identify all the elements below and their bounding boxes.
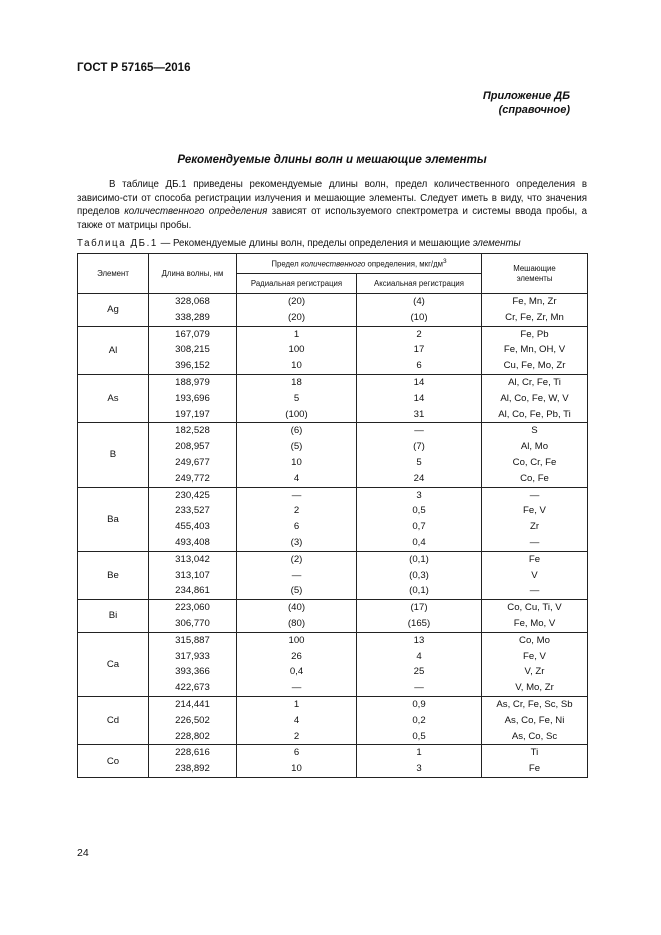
wavelength-cell-value: 306,770 — [175, 617, 210, 629]
interfering-cell-value: Co, Fe — [520, 472, 549, 484]
axial-cell-value: 24 — [413, 472, 425, 484]
wavelength-cell-value: 233,527 — [175, 505, 210, 517]
radial-cell — [237, 374, 357, 422]
interfering-cell-value: Ti — [530, 747, 539, 759]
header-wavelength: Длина волны, нм — [149, 254, 237, 294]
interfering-cell-value: Fe — [528, 763, 541, 775]
interfering-cell-value: As, Co, Sc — [511, 730, 558, 742]
interfering-cell-value: Fe, Pb — [520, 328, 549, 340]
wavelength-cell — [149, 326, 237, 374]
axial-cell-value: 0,2 — [412, 714, 426, 726]
wavelength-cell-value: 238,892 — [175, 763, 210, 775]
axial-cell — [357, 294, 482, 327]
wavelength-cell-value: 228,616 — [175, 747, 210, 759]
axial-cell — [357, 745, 482, 778]
axial-cell-value: 3 — [416, 489, 422, 501]
wavelength-cell-value: 228,802 — [175, 730, 210, 742]
wavelength-cell — [149, 632, 237, 696]
radial-cell-value: (20) — [287, 311, 306, 323]
wavelength-cell — [149, 294, 237, 327]
radial-cell-value: 100 — [288, 634, 305, 646]
interfering-cell-value: Fe, Mn, Zr — [512, 296, 557, 307]
axial-cell-value: 1 — [416, 747, 422, 759]
axial-cell-value: 0,9 — [412, 698, 426, 710]
table-body — [78, 294, 588, 778]
table-row — [78, 374, 588, 422]
paragraph-text-2: зависят от используемого спектрометра и системы ввода пробы, а также от матрицы пробы. — [77, 206, 587, 231]
axial-cell-value: 31 — [413, 408, 425, 420]
wavelength-cell-value: 313,042 — [175, 553, 210, 565]
wavelength-cell-value: 182,528 — [175, 425, 210, 437]
axial-cell-value: 13 — [413, 634, 425, 646]
interfering-cell-value: As, Cr, Fe, Sc, Sb — [496, 698, 573, 710]
radial-cell-value: (80) — [287, 617, 306, 629]
radial-cell — [237, 294, 357, 327]
table-row — [78, 600, 588, 633]
wavelength-cell-value: 313,107 — [175, 569, 210, 581]
element-cell: Ba — [78, 487, 149, 551]
wavelength-table — [77, 253, 588, 778]
interfering-cell-value: V, Mo, Zr — [515, 682, 554, 694]
interfering-cell-value: As, Co, Fe, Ni — [504, 714, 565, 726]
radial-cell-value: 0,4 — [289, 666, 304, 678]
appendix-subtitle: (справочное) — [498, 104, 570, 116]
paragraph-text-1: В таблице ДБ.1 приведены рекомендуемые длины волн, предел количественного определения в зависимо-сти от способа регистрации излучения и мешающие элементы. Следует иметь в виду, что значения пределов — [77, 179, 587, 218]
header-limit: Предел количественного определения, мкг/$дм^3$ — [237, 254, 482, 274]
table-row — [78, 423, 588, 487]
table-row — [78, 551, 588, 599]
caption-text: — Рекомендуемые длины волн, пределы определения и мешающие — [157, 238, 473, 249]
axial-cell — [357, 632, 482, 696]
wavelength-cell-value: 208,957 — [175, 441, 210, 453]
wavelength-cell-value: 197,197 — [175, 408, 210, 420]
radial-cell — [237, 423, 357, 487]
wavelength-cell-value: 396,152 — [175, 360, 210, 372]
wavelength-cell-value: 493,408 — [175, 536, 210, 548]
interfering-cell-value: Fe — [528, 553, 541, 565]
page-number: 24 — [77, 847, 89, 859]
wavelength-cell-value: 338,289 — [175, 311, 210, 323]
wavelength-cell-value: 317,933 — [175, 650, 210, 662]
radial-cell-value: — — [291, 569, 302, 581]
interfering-cell — [482, 632, 588, 696]
interfering-cell — [482, 294, 588, 327]
axial-cell — [357, 326, 482, 374]
wavelength-cell-value: 193,696 — [175, 392, 210, 404]
radial-cell-value: 10 — [291, 360, 302, 372]
header-axial: Аксиальная регистрация — [357, 274, 482, 294]
wavelength-cell — [149, 374, 237, 422]
interfering-cell-value: Co, Mo — [519, 634, 550, 646]
wavelength-cell-value: 455,403 — [175, 521, 210, 533]
radial-cell-value: — — [291, 489, 302, 501]
wavelength-cell-value: 226,502 — [175, 714, 210, 726]
element-cell: Be — [78, 551, 149, 599]
element-cell: Cd — [78, 696, 149, 744]
radial-cell-value: 4 — [293, 714, 300, 726]
axial-cell-value: 0,7 — [412, 521, 426, 533]
axial-cell-value: 5 — [416, 456, 422, 468]
wavelength-cell-value: 214,441 — [175, 698, 210, 710]
axial-cell — [357, 600, 482, 633]
radial-cell-value: (20) — [287, 296, 306, 307]
wavelength-cell — [149, 745, 237, 778]
radial-cell-value: — — [291, 682, 302, 694]
radial-cell-value: 1 — [293, 698, 300, 710]
table-row — [78, 326, 588, 374]
axial-cell-value: 2 — [416, 328, 422, 340]
wavelength-cell — [149, 423, 237, 487]
intro-paragraph — [77, 178, 587, 232]
wavelength-cell-value: 223,060 — [175, 602, 210, 614]
radial-cell-value: 2 — [293, 505, 300, 517]
table-row — [78, 696, 588, 744]
radial-cell-value: (100) — [285, 408, 308, 420]
wavelength-cell-value: 249,772 — [175, 472, 210, 484]
axial-cell-value: (0,1) — [409, 553, 429, 565]
interfering-cell — [482, 600, 588, 633]
wavelength-cell-value: 393,366 — [175, 666, 210, 678]
interfering-cell-value: S — [531, 425, 538, 437]
radial-cell — [237, 632, 357, 696]
radial-cell-value: (5) — [290, 585, 303, 597]
axial-cell — [357, 487, 482, 551]
radial-cell-value: 6 — [293, 521, 300, 533]
interfering-cell-value: Cr, Fe, Zr, Mn — [505, 311, 564, 323]
interfering-cell-value: Co, Cr, Fe — [512, 456, 557, 468]
table-row — [78, 487, 588, 551]
wavelength-cell-value: 315,887 — [175, 634, 210, 646]
header-interfering: Мешающие элементы — [482, 254, 588, 294]
radial-cell-value: 100 — [288, 344, 305, 356]
interfering-cell-value: Al, Co, Fe, Pb, Ti — [498, 408, 571, 420]
section-title: Рекомендуемые длины волн и мешающие элементы — [177, 154, 487, 166]
interfering-cell-value: Zr — [529, 521, 540, 533]
axial-cell-value: (0,1) — [409, 585, 429, 597]
table-row — [78, 745, 588, 778]
interfering-cell — [482, 551, 588, 599]
radial-cell-value: 4 — [293, 472, 300, 484]
interfering-cell-value: Al, Co, Fe, W, V — [500, 392, 569, 404]
wavelength-cell-value: 328,068 — [175, 296, 210, 307]
radial-cell-value: (6) — [290, 425, 303, 437]
element-cell: Ca — [78, 632, 149, 696]
interfering-cell-value: V — [531, 569, 538, 581]
element-cell: As — [78, 374, 149, 422]
header-element: Элемент — [78, 254, 149, 294]
axial-cell-value: 6 — [416, 360, 422, 372]
caption-label: Таблица ДБ.1 — [77, 238, 158, 249]
wavelength-cell-value: 422,673 — [175, 682, 210, 694]
wavelength-cell — [149, 551, 237, 599]
radial-cell — [237, 696, 357, 744]
table-row — [78, 294, 588, 327]
element-cell: Al — [78, 326, 149, 374]
interfering-cell-value: Fe, Mn, OH, V — [503, 344, 566, 356]
document-header: ГОСТ Р 57165—2016 — [77, 62, 191, 74]
interfering-cell-value: — — [529, 536, 540, 548]
radial-cell — [237, 600, 357, 633]
radial-cell — [237, 326, 357, 374]
axial-cell-value: (4) — [413, 296, 425, 307]
header-radial: Радиальная регистрация — [237, 274, 357, 294]
interfering-cell-value: Fe, Mo, V — [513, 617, 556, 629]
radial-cell-value: (3) — [290, 536, 303, 548]
interfering-cell — [482, 423, 588, 487]
wavelength-cell — [149, 487, 237, 551]
radial-cell-value: (5) — [290, 441, 303, 453]
wavelength-cell-value: 308,215 — [175, 344, 210, 356]
axial-cell-value: (7) — [413, 441, 425, 453]
radial-cell — [237, 551, 357, 599]
interfering-cell — [482, 374, 588, 422]
radial-cell-value: 10 — [291, 456, 302, 468]
axial-cell-value: 0,5 — [412, 505, 426, 517]
wavelength-cell — [149, 696, 237, 744]
appendix-title: Приложение ДБ — [482, 90, 570, 102]
interfering-cell — [482, 326, 588, 374]
radial-cell-value: 1 — [293, 328, 300, 340]
interfering-cell — [482, 696, 588, 744]
axial-cell-value: 0,4 — [412, 536, 426, 548]
axial-cell-value: — — [414, 682, 424, 694]
radial-cell-value: (2) — [290, 553, 303, 565]
wavelength-cell-value: 249,677 — [175, 456, 210, 468]
interfering-cell-value: Fe, V — [523, 505, 546, 517]
radial-cell-value: 5 — [293, 392, 300, 404]
paragraph-italic: количественного определения — [124, 206, 268, 218]
element-cell: Bi — [78, 600, 149, 633]
axial-cell — [357, 551, 482, 599]
interfering-cell-value: Al, Cr, Fe, Ti — [508, 376, 561, 388]
wavelength-cell-value: 188,979 — [175, 376, 210, 388]
axial-cell-value: 25 — [413, 666, 425, 678]
axial-cell-value: — — [414, 425, 424, 437]
wavelength-cell — [149, 600, 237, 633]
interfering-cell — [482, 745, 588, 778]
axial-cell-value: (0,3) — [409, 569, 429, 581]
radial-cell — [237, 745, 357, 778]
axial-cell-value: 0,5 — [412, 730, 426, 742]
table-row — [78, 632, 588, 696]
axial-cell — [357, 374, 482, 422]
axial-cell-value: 3 — [416, 763, 422, 775]
interfering-cell-value: Al, Mo — [520, 441, 549, 453]
axial-cell-value: 14 — [413, 376, 425, 388]
radial-cell-value: 6 — [293, 747, 300, 759]
axial-cell-value: (165) — [407, 617, 431, 629]
interfering-cell — [482, 487, 588, 551]
element-cell: Ag — [78, 294, 149, 327]
radial-cell-value: 18 — [291, 376, 302, 388]
interfering-cell-value: — — [529, 585, 540, 597]
interfering-cell-value: Cu, Fe, Mo, Zr — [503, 360, 566, 372]
interfering-cell-value: — — [529, 489, 540, 501]
axial-cell-value: (17) — [410, 602, 428, 614]
interfering-cell-value: Fe, V — [523, 650, 546, 662]
interfering-cell-value: Co, Cu, Ti, V — [507, 602, 562, 614]
axial-cell-value: 4 — [416, 650, 422, 662]
interfering-cell-value: V, Zr — [524, 666, 545, 678]
wavelength-cell-value: 234,861 — [175, 585, 210, 597]
axial-cell — [357, 696, 482, 744]
table-caption — [77, 238, 521, 249]
radial-cell — [237, 487, 357, 551]
wavelength-cell-value: 167,079 — [175, 328, 210, 340]
radial-cell-value: (40) — [287, 602, 306, 614]
radial-cell-value: 10 — [291, 763, 302, 775]
axial-cell-value: 14 — [413, 392, 425, 404]
radial-cell-value: 26 — [291, 650, 302, 662]
axial-cell — [357, 423, 482, 487]
axial-cell-value: (10) — [410, 311, 428, 323]
element-cell: B — [78, 423, 149, 487]
caption-italic: элементы — [472, 238, 521, 249]
element-cell: Co — [78, 745, 149, 778]
wavelength-cell-value: 230,425 — [175, 489, 210, 501]
axial-cell-value: 17 — [413, 344, 425, 356]
radial-cell-value: 2 — [293, 730, 300, 742]
